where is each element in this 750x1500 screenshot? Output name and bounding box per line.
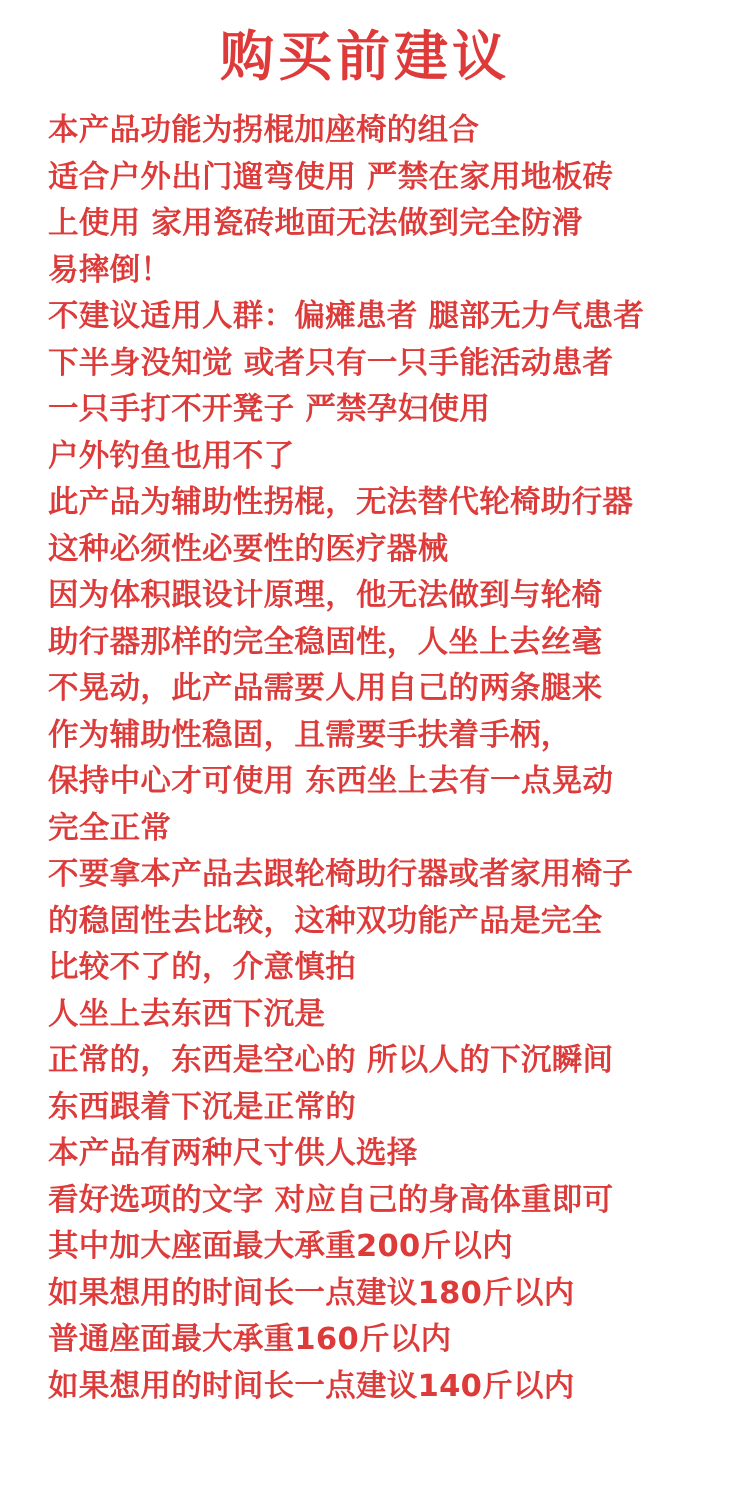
advice-line: 此产品为辅助性拐棍，无法替代轮椅助行器 bbox=[48, 485, 634, 520]
advice-line: 如果想用的时间长一点建议140斤以内 bbox=[48, 1368, 575, 1404]
advice-line: 因为体积跟设计原理，他无法做到与轮椅 bbox=[48, 578, 603, 613]
advice-line: 下半身没知觉 或者只有一只手能活动患者 bbox=[48, 345, 614, 381]
advice-text-block bbox=[48, 108, 748, 1410]
advice-line: 保持中心才可使用 东西坐上去有一点晃动 bbox=[48, 764, 614, 799]
advice-line: 本产品有两种尺寸供人选择 bbox=[48, 1136, 418, 1171]
advice-line: 不建议适用人群：偏瘫患者 腿部无力气患者 bbox=[48, 299, 645, 334]
advice-line: 一只手打不开凳子 严禁孕妇使用 bbox=[48, 392, 491, 427]
advice-line: 的稳固性去比较，这种双功能产品是完全 bbox=[48, 903, 603, 939]
advice-line: 本产品功能为拐棍加座椅的组合 bbox=[48, 113, 480, 148]
advice-line: 东西跟着下沉是正常的 bbox=[48, 1089, 356, 1125]
advice-line: 正常的，东西是空心的 所以人的下沉瞬间 bbox=[48, 1043, 614, 1078]
advice-line: 不要拿本产品去跟轮椅助行器或者家用椅子 bbox=[48, 857, 634, 892]
advice-line: 助行器那样的完全稳固性，人坐上去丝毫 bbox=[48, 624, 603, 660]
advice-line: 作为辅助性稳固，且需要手扶着手柄， bbox=[48, 717, 572, 753]
advice-line: 完全正常 bbox=[48, 810, 172, 846]
advice-line: 易摔倒！ bbox=[48, 252, 172, 288]
advice-line: 这种必须性必要性的医疗器械 bbox=[48, 531, 449, 567]
advice-line: 适合户外出门遛弯使用 严禁在家用地板砖 bbox=[48, 159, 614, 195]
page-title: 购买前建议 bbox=[220, 25, 510, 88]
advice-line: 比较不了的，介意慎拍 bbox=[48, 950, 356, 985]
advice-line: 其中加大座面最大承重200斤以内 bbox=[48, 1229, 513, 1264]
advice-line: 不晃动，此产品需要人用自己的两条腿来 bbox=[48, 671, 603, 706]
advice-line: 上使用 家用瓷砖地面无法做到完全防滑 bbox=[48, 206, 583, 241]
advice-line: 人坐上去东西下沉是 bbox=[48, 996, 326, 1032]
advice-line: 普通座面最大承重160斤以内 bbox=[48, 1322, 452, 1357]
advice-line: 如果想用的时间长一点建议180斤以内 bbox=[48, 1275, 575, 1311]
advice-line: 户外钓鱼也用不了 bbox=[48, 438, 295, 474]
advice-line: 看好选项的文字 对应自己的身高体重即可 bbox=[48, 1182, 614, 1218]
